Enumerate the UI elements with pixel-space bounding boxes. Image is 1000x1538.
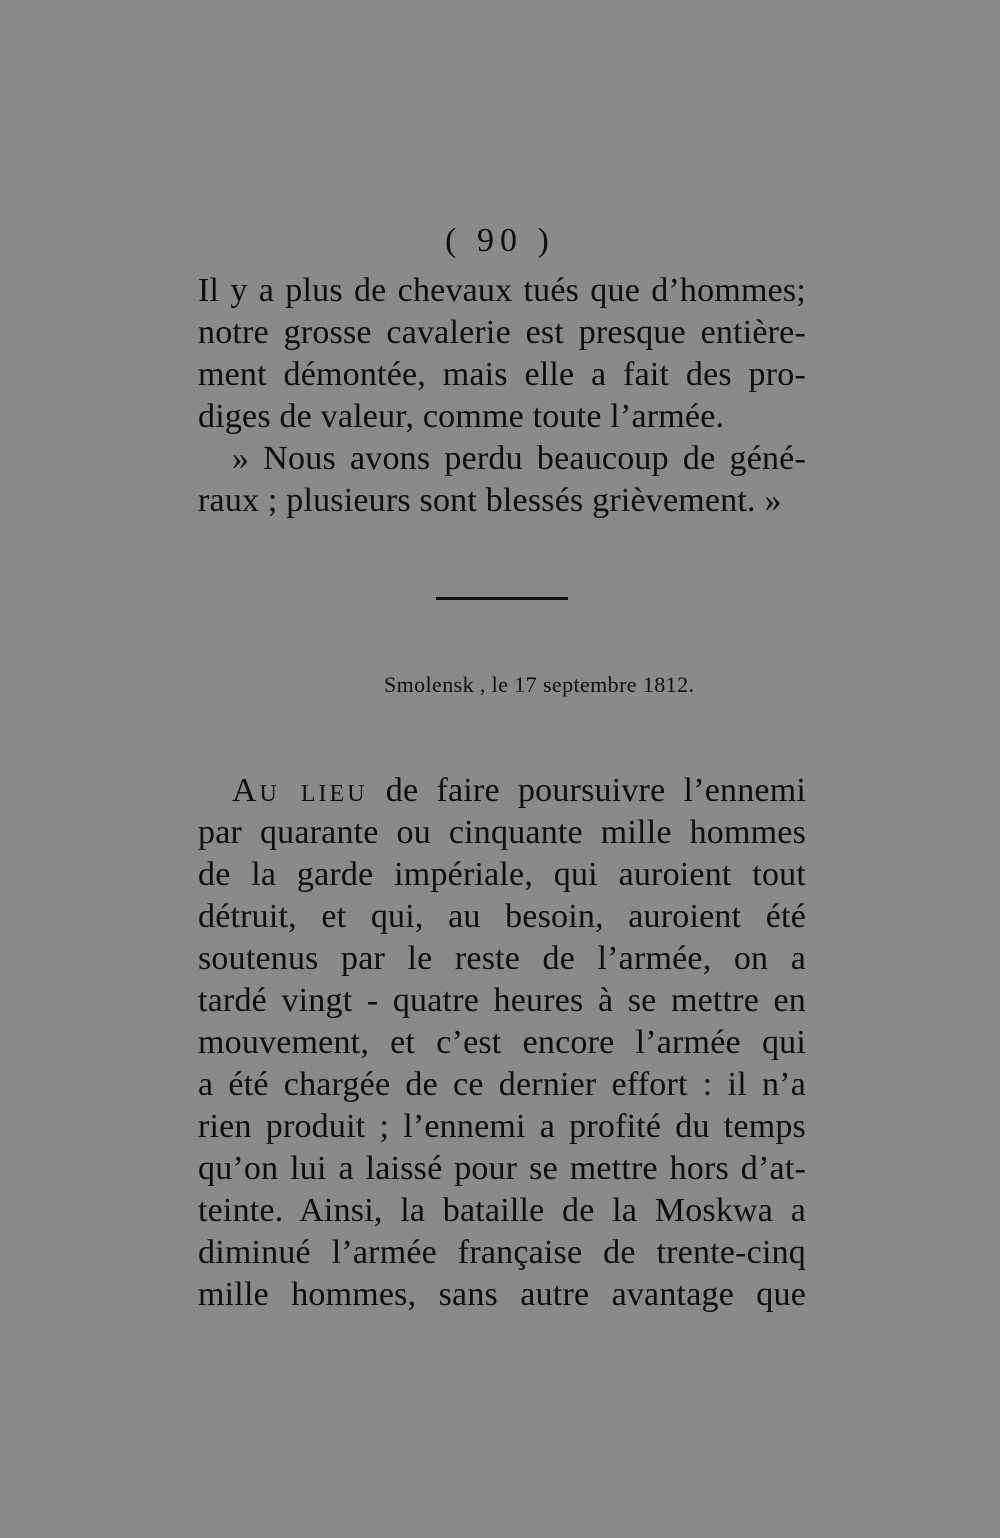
text-line: Il y a plus de chevaux tués que d’hommes; <box>198 272 806 309</box>
section-divider <box>436 597 568 600</box>
page-number: ( 90 ) <box>445 222 555 259</box>
text-line: de la garde impériale, qui auroient tout <box>198 856 806 893</box>
text-line: raux ; plusieurs sont blessés grièvement. » <box>198 482 782 519</box>
opening-words: Au lieu <box>232 772 368 809</box>
text-line: notre grosse cavalerie est presque entière- <box>198 314 806 351</box>
text-line: par quarante ou cinquante mille hommes <box>198 814 806 851</box>
text-line: mouvement, et c’est encore l’armée qui <box>198 1024 806 1061</box>
opening-line-rest: de faire poursuivre l’ennemi <box>385 772 807 809</box>
text-line: mille hommes, sans autre avantage que <box>198 1276 806 1313</box>
letter-body <box>198 770 806 1316</box>
text-line: ment démontée, mais elle a fait des pro- <box>198 356 806 393</box>
text-line: tardé vingt - quatre heures à se mettre en <box>198 982 806 1019</box>
text-line: a été chargée de ce dernier effort : il n’a <box>198 1066 806 1103</box>
text-line: diges de valeur, comme toute l’armée. <box>198 398 725 435</box>
text-line: qu’on lui a laissé pour se mettre hors d’at- <box>198 1150 806 1187</box>
text-line: teinte. Ainsi, la bataille de la Moskwa a <box>198 1192 806 1229</box>
text-line: détruit, et qui, au besoin, auroient été <box>198 898 806 935</box>
paragraph-continued <box>198 270 806 522</box>
dateline: Smolensk , le 17 septembre 1812. <box>384 672 695 697</box>
text-line: diminué l’armée française de trente-cinq <box>198 1234 806 1271</box>
text-line: » Nous avons perdu beaucoup de géné- <box>232 440 806 477</box>
text-line: soutenus par le reste de l’armée, on a <box>198 940 806 977</box>
text-line: rien produit ; l’ennemi a profité du temps <box>198 1108 806 1145</box>
opening-line <box>198 770 806 812</box>
